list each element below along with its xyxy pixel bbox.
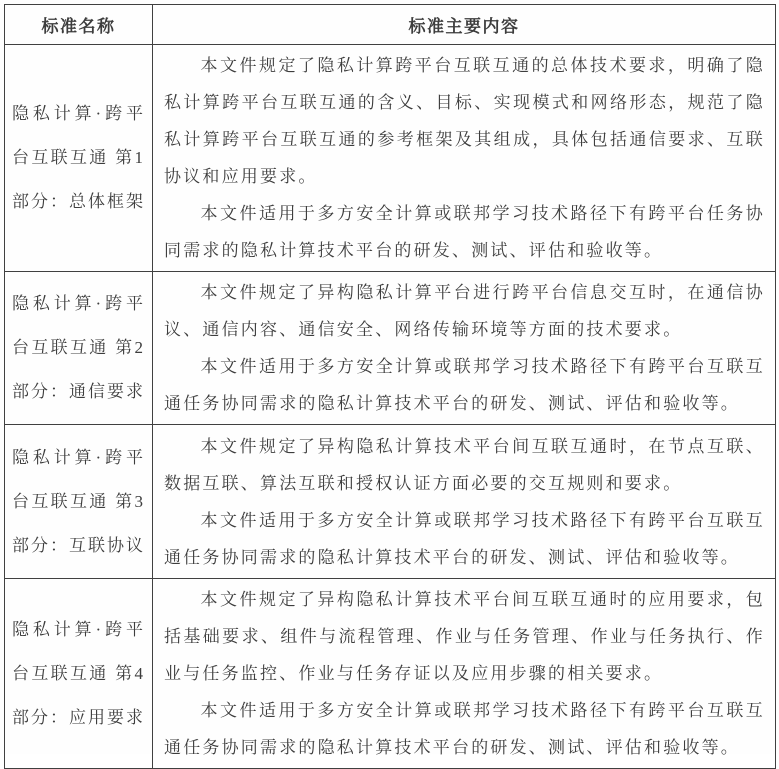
standard-name-part2: 隐私计算·跨平台互联互通 第2部分：通信要求 bbox=[5, 272, 153, 425]
table-row-part3 bbox=[5, 425, 776, 579]
standard-content-part2 bbox=[153, 272, 776, 425]
table-row-part2 bbox=[5, 272, 776, 425]
table-header-row bbox=[5, 5, 776, 45]
standard-content-part4 bbox=[153, 579, 776, 769]
content-paragraph: 本文件适用于多方安全计算或联邦学习技术路径下有跨平台互联互通任务协同需求的隐私计算技术平台的研发、测试、评估和验收等。 bbox=[164, 357, 765, 413]
content-paragraph: 本文件规定了异构隐私计算平台进行跨平台信息交互时，在通信协议、通信内容、通信安全、网络传输环境等方面的技术要求。 bbox=[164, 283, 765, 339]
content-paragraph: 本文件适用于多方安全计算或联邦学习技术路径下有跨平台任务协同需求的隐私计算技术平台的研发、测试、评估和验收等。 bbox=[164, 204, 765, 260]
standard-content-part3 bbox=[153, 425, 776, 579]
content-paragraph: 本文件规定了异构隐私计算技术平台间互联互通时，在节点互联、数据互联、算法互联和授权认证方面必要的交互规则和要求。 bbox=[164, 436, 765, 493]
content-paragraph: 本文件适用于多方安全计算或联邦学习技术路径下有跨平台互联互通任务协同需求的隐私计算技术平台的研发、测试、评估和验收等。 bbox=[164, 510, 765, 567]
standard-content-part1 bbox=[153, 45, 776, 272]
column-header-standard-name: 标准名称 bbox=[5, 5, 153, 45]
content-paragraph: 本文件规定了隐私计算跨平台互联互通的总体技术要求，明确了隐私计算跨平台互联互通的含义、目标、实现模式和网络形态，规范了隐私计算跨平台互联互通的参考框架及其组成，具体包括通信要求、互联协议和应用要求。 bbox=[164, 56, 765, 186]
standards-table bbox=[4, 4, 776, 769]
standard-name-part4: 隐私计算·跨平台互联互通 第4部分：应用要求 bbox=[5, 579, 153, 769]
content-paragraph: 本文件规定了异构隐私计算技术平台间互联互通时的应用要求，包括基础要求、组件与流程管理、作业与任务管理、作业与任务执行、作业与任务监控、作业与任务存证以及应用步骤的相关要求。 bbox=[164, 590, 765, 683]
standard-name-part3: 隐私计算·跨平台互联互通 第3部分：互联协议 bbox=[5, 425, 153, 579]
table-row-part1 bbox=[5, 45, 776, 272]
table-row-part4 bbox=[5, 579, 776, 769]
content-paragraph: 本文件适用于多方安全计算或联邦学习技术路径下有跨平台互联互通任务协同需求的隐私计算技术平台的研发、测试、评估和验收等。 bbox=[164, 701, 765, 757]
column-header-main-content: 标准主要内容 bbox=[153, 5, 776, 45]
standard-name-part1: 隐私计算·跨平台互联互通 第1部分：总体框架 bbox=[5, 45, 153, 272]
